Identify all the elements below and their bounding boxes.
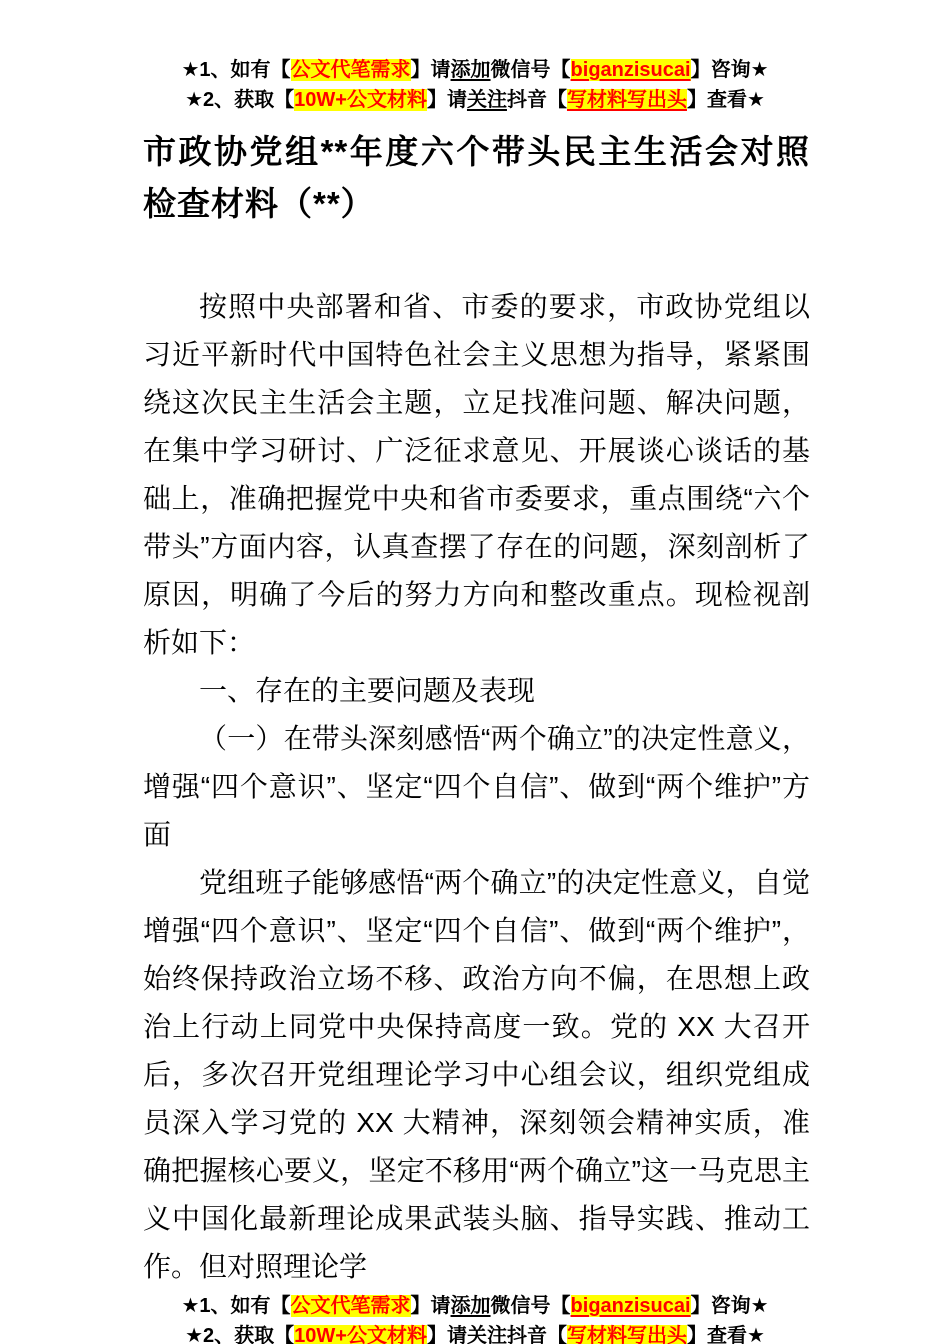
document-body bbox=[143, 283, 810, 1291]
notice-segment-plain: 】请 bbox=[426, 89, 467, 111]
notice-segment-hl: 10W+公文材料 bbox=[294, 1325, 427, 1344]
notice-segment-plain: 】请 bbox=[410, 59, 451, 81]
notice-segment-hl: 公文代笔需求 bbox=[290, 1295, 411, 1317]
body-paragraph: 按照中央部署和省、市委的要求，市政协党组以习近平新时代中国特色社会主义思想为指导，紧紧围绕这次民主生活会主题，立足找准问题、解决问题，在集中学习研讨、广泛征求意见、开展谈心谈话的基础上，准确把握党中央和省市委要求，重点围绕“六个带头”方面内容，认真查摆了存在的问题，深刻剖析了原因，明确了今后的努力方向和整改重点。现检视剖析如下： bbox=[143, 291, 810, 658]
notice-segment-plain: ★1、如有【 bbox=[181, 59, 291, 81]
notice-segment-plain: 抖音【 bbox=[506, 1325, 567, 1344]
notice-segment-plain: 】查看★ bbox=[686, 1325, 765, 1344]
notice-segment-u: 添加 bbox=[450, 59, 491, 81]
notice-segment-u: 关注 bbox=[466, 1325, 507, 1344]
notice-segment-hl-u: biganzisucai bbox=[570, 1295, 691, 1317]
notice-segment-plain: 微信号【 bbox=[490, 1295, 571, 1317]
notice-segment-plain: ★1、如有【 bbox=[181, 1295, 291, 1317]
header-notice bbox=[0, 55, 950, 115]
footer-notice-line-1 bbox=[0, 1291, 950, 1321]
footer-notice bbox=[0, 1291, 950, 1344]
notice-segment-hl-u: biganzisucai bbox=[570, 59, 691, 81]
notice-segment-plain: 】查看★ bbox=[686, 89, 765, 111]
section-heading: 一、存在的主要问题及表现 bbox=[199, 675, 536, 706]
notice-segment-plain: ★2、获取【 bbox=[185, 89, 295, 111]
notice-segment-hl: 公文代笔需求 bbox=[290, 59, 411, 81]
document-title: 市政协党组**年度六个带头民主生活会对照检查材料（**） bbox=[143, 133, 810, 222]
notice-segment-plain: 抖音【 bbox=[506, 89, 567, 111]
notice-segment-hl-u: 写材料写出头 bbox=[567, 1325, 687, 1344]
notice-segment-plain: 】请 bbox=[410, 1295, 451, 1317]
body-paragraph: 党组班子能够感悟“两个确立”的决定性意义，自觉增强“四个意识”、坚定“四个自信”、做到“两个维护”，始终保持政治立场不移、政治方向不偏，在思想上政治上行动上同党中央保持高度一致。党的 XX 大召开后，多次召开党组理论学习中心组会议，组织党组成员深入学习党的 XX 大精神，深刻领会精神实质，准确把握核心要义，坚定不移用“两个确立”这一马克思主义中国化最新理论成果武装头脑、指导实践、推动工作。但对照理论学 bbox=[143, 867, 810, 1282]
notice-segment-u: 关注 bbox=[466, 89, 507, 111]
header-notice-line-1 bbox=[0, 55, 950, 85]
notice-segment-plain: 】咨询★ bbox=[690, 1295, 769, 1317]
notice-segment-hl-u: 写材料写出头 bbox=[566, 89, 687, 111]
notice-segment-plain: 】请 bbox=[426, 1325, 467, 1344]
notice-segment-plain: 】咨询★ bbox=[690, 59, 769, 81]
notice-segment-hl: 10W+公文材料 bbox=[294, 89, 427, 111]
header-notice-line-2 bbox=[0, 85, 950, 115]
sub-heading: （一）在带头深刻感悟“两个确立”的决定性意义，增强“四个意识”、坚定“四个自信”、做到“两个维护”方面 bbox=[143, 723, 810, 850]
footer-notice-line-2 bbox=[0, 1321, 950, 1344]
notice-segment-plain: ★2、获取【 bbox=[185, 1325, 295, 1344]
notice-segment-u: 添加 bbox=[450, 1295, 491, 1317]
notice-segment-plain: 微信号【 bbox=[490, 59, 571, 81]
